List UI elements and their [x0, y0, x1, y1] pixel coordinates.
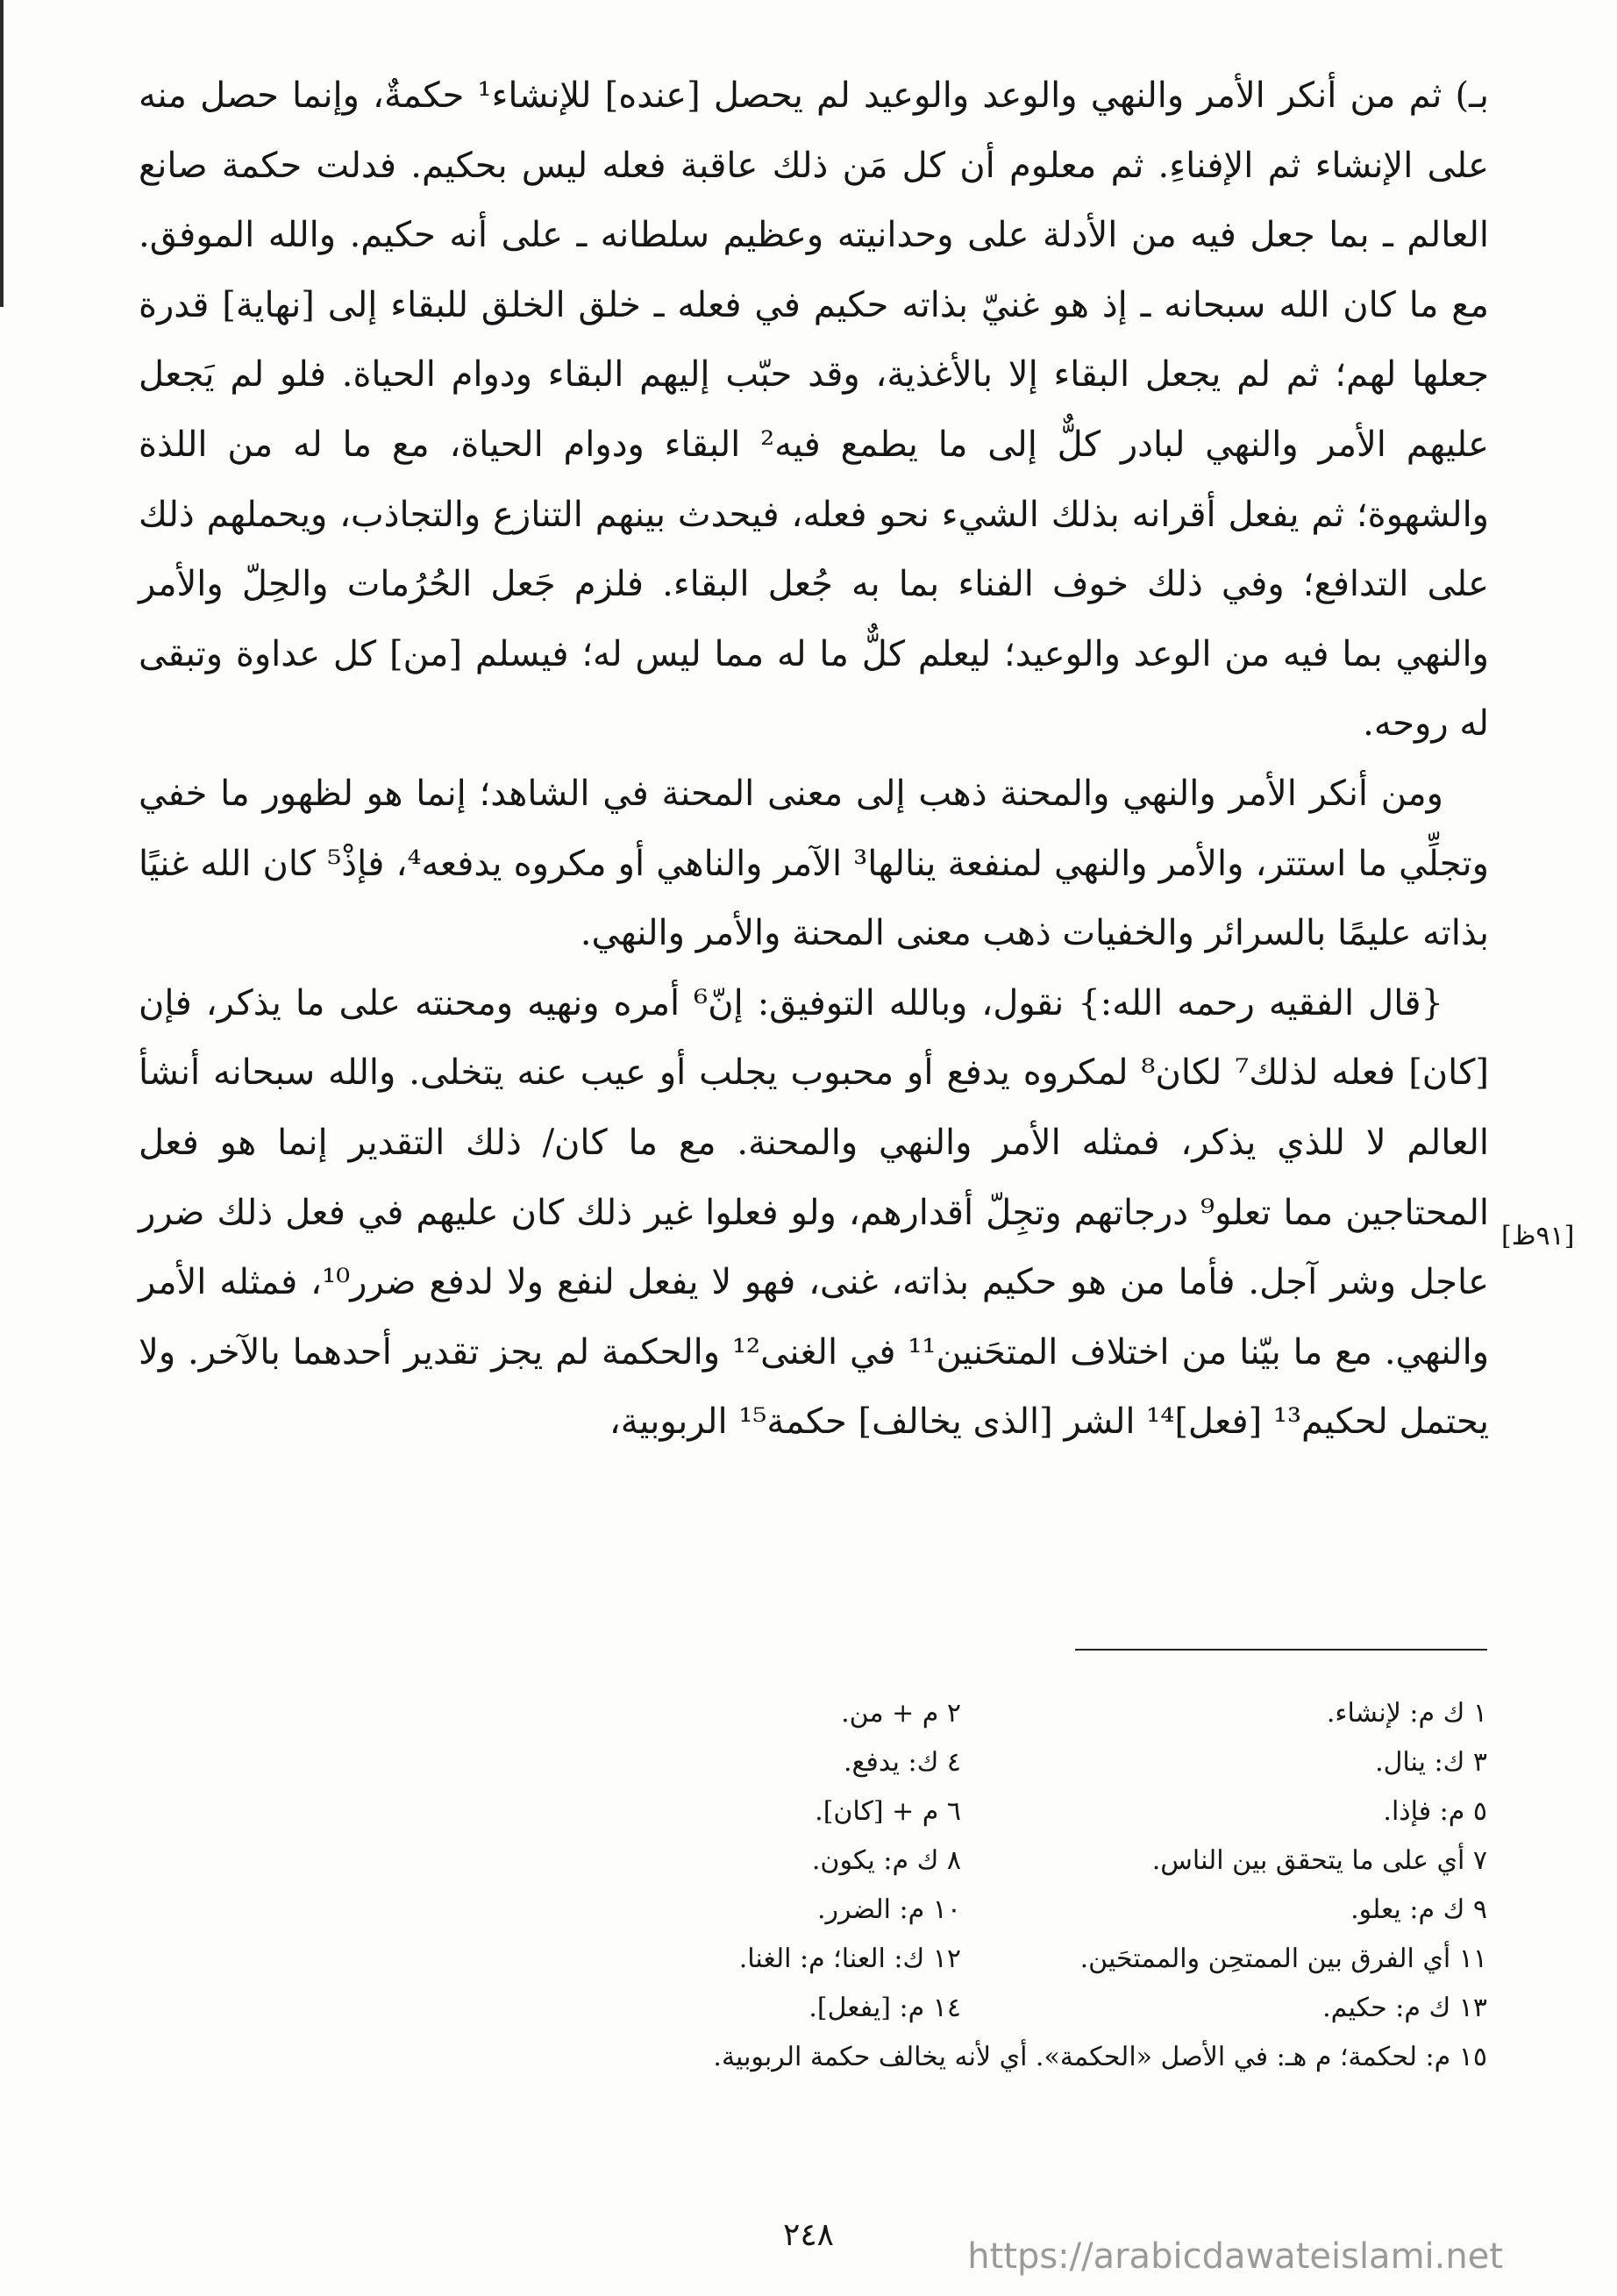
footnote: ٩ ك م: يعلو. [1350, 1893, 1487, 1925]
footnote-row [430, 2032, 1487, 2081]
footnote-row [430, 1737, 1487, 1786]
footnote: ١٠ م: الضرر. [816, 1893, 961, 1925]
footnote: ٤ ك: يدفع. [844, 1746, 961, 1778]
footnote: ٢ م + من. [841, 1697, 961, 1729]
page-number: ٢٤٨ [782, 2217, 834, 2253]
footnote: ٦ م + [كان]. [815, 1795, 961, 1827]
footnote: ٣ ك: ينال. [1375, 1746, 1487, 1778]
footnote: ٥ م: فإذا. [1383, 1795, 1487, 1827]
footnote-row [430, 1688, 1487, 1737]
footnote-separator [1075, 1649, 1487, 1651]
footnote: ١ ك م: لإنشاء. [1326, 1697, 1487, 1729]
paragraph-3: {قال الفقيه رحمه الله:} نقول، وبالله التوفيق: إنّ⁶ أمره ونهيه ومحنته على ما يذكر، فإن [كان] فعله لذلك⁷ لكان⁸ لمكروه يدفع أو محبوب يجلب أو عيب عنه يتخلى. والله سبحانه أنشأ العالم لا للذي يذكر، فمثله الأمر والنهي والمحنة. مع ما كان/ ذلك التقدير إنما هو فعل المحتاجين مما تعلو⁹ درجاتهم وتجِلّ أقدارهم، ولو فعلوا غير ذلك كان عليهم في فعل ذلك ضرر عاجل وشر آجل. فأما من هو حكيم بذاته، غنى، فهو لا يفعل لنفع ولا لدفع ضرر¹⁰، فمثله الأمر والنهي. مع ما بيّنا من اختلاف المتحَنين¹¹ في الغنى¹² والحكمة لم يجز تقدير أحدهما بالآخر. ولا يحتمل لحكيم¹³ [فعل]¹⁴ الشر [الذى يخالف] حكمة¹⁵ الربوبية، [139, 982, 1490, 1443]
footnote-row [430, 1836, 1487, 1885]
footnote: ٨ ك م: يكون. [811, 1844, 961, 1876]
footnote: ١١ أي الفرق بين الممتحِن والممتحَين. [1079, 1943, 1487, 1974]
main-text [139, 61, 1489, 1458]
footnote: ١٤ م: [يفعل]. [808, 1992, 961, 2023]
paragraph-2: ومن أنكر الأمر والنهي والمحنة ذهب إلى معنى المحنة في الشاهد؛ إنما هو لظهور ما خفي وتجلِّي ما استتر، والأمر والنهي لمنفعة ينالها³ الآمر والناهي أو مكروه يدفعه⁴، فإذْ⁵ كان الله غنيًا بذاته عليمًا بالسرائر والخفيات ذهب معنى المحنة والأمر والنهي. [139, 773, 1490, 954]
footnote-row [430, 1983, 1487, 2032]
footnote: ١٣ ك م: حكيم. [1322, 1992, 1487, 2023]
left-margin-rule [0, 0, 4, 307]
footnote: ١٥ م: لحكمة؛ م هـ: في الأصل «الحكمة». أي لأنه يخالف حكمة الربوبية. [713, 2041, 1487, 2072]
footnotes [430, 1688, 1487, 2081]
footnote: ٧ أي على ما يتحقق بين الناس. [1151, 1844, 1487, 1876]
footnote-row [430, 1786, 1487, 1836]
footnote: ١٢ ك: العنا؛ م: الغنا. [738, 1943, 961, 1974]
watermark-url: https://arabicdawateislami.net [967, 2236, 1503, 2277]
manuscript-folio-reference: [٩١ظ] [1501, 1221, 1575, 1251]
footnote-row [430, 1885, 1487, 1934]
paragraph-1: بـ) ثم من أنكر الأمر والنهي والوعد والوعيد لم يحصل [عنده] للإنشاء¹ حكمةٌ، وإنما حصل منه على الإنشاء ثم الإفناءِ. ثم معلوم أن كل مَن ذلك عاقبة فعله ليس بحكيم. فدلت حكمة صانع العالم ـ بما جعل فيه من الأدلة على وحدانيته وعظيم سلطانه ـ على أنه حكيم. والله الموفق. مع ما كان الله سبحانه ـ إذ هو غنيّ بذاته حكيم في فعله ـ خلق الخلق للبقاء إلى [نهاية] قدرة جعلها لهم؛ ثم لم يجعل البقاء إلا بالأغذية، وقد حبّب إليهم البقاء ودوام الحياة. فلو لم يَجعل عليهم الأمر والنهي لبادر كلٌّ إلى ما يطمع فيه² البقاء ودوام الحياة، مع ما له من اللذة والشهوة؛ ثم يفعل أقرانه بذلك الشيء نحو فعله، فيحدث بينهم التنازع والتجاذب، ويحملهم ذلك على التدافع؛ وفي ذلك خوف الفناء بما به جُعل البقاء. فلزم جَعل الحُرُمات والحِلّ والأمر والنهي بما فيه من الوعد والوعيد؛ ليعلم كلٌّ ما له مما ليس له؛ فيسلم [من] كل عداوة وتبقى له روحه. [139, 75, 1490, 745]
footnote-row [430, 1934, 1487, 1983]
